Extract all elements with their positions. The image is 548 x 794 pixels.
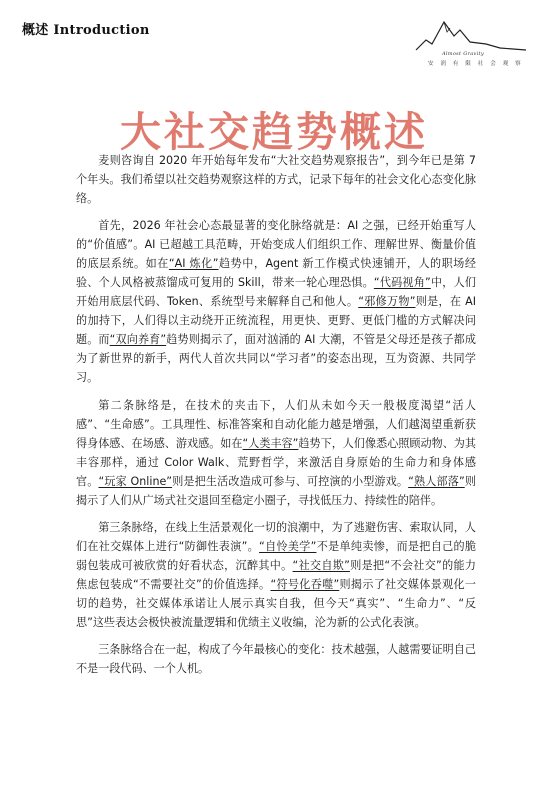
paragraph-text: 第二条脉络是，在技术的夹击下，人们从未如今天一般极度渴望“活人感”、“生命感”。工具理性、标准答案和自动化能力越是增强，人们越渴望重新获得身体感、在场感、游戏感。如在 xyxy=(76,399,476,450)
trend-keyword: “邪修万物” xyxy=(358,295,416,308)
trend-keyword: “熟人部落” xyxy=(408,475,465,488)
body-paragraph xyxy=(76,216,476,387)
body-paragraph xyxy=(76,518,476,632)
logo-chinese-text: 安 润 有 限 社 会 观 察 xyxy=(428,61,524,67)
paragraph-text: 则揭示了社交媒体景观化一切的趋势，社交媒体承诺让人展示真实自我，但今天“真实”、“生命力”、“反思”这些表达会极快被流量逻辑和优绩主义收编，沦为新的公式化表演。 xyxy=(76,578,476,629)
body-paragraph xyxy=(76,151,476,208)
mountain-logo-icon xyxy=(414,14,530,54)
paragraph-text: 中，人们开始用底层代码、Token、系统型号来解释自己和他人。 xyxy=(76,276,476,308)
paragraph-text: 则揭示了人们从广场式社交退回至稳定小圈子，寻找低压力、持续性的陪伴。 xyxy=(76,475,476,507)
paragraph-text: 首先，2026 年社会心态最显著的变化脉络就是：AI 之强，已经开始重写人的“价值感”。AI 已超越工具范畴，开始变成人们组织工作、理解世界、衡量价值的底层系统。如在 xyxy=(76,219,476,270)
section-label: 概述 Introduction xyxy=(22,23,150,38)
body-paragraph xyxy=(76,396,476,510)
paragraph-text: 则是把“不会社交”的能力焦虑包装成“不需要社交”的价值选择。 xyxy=(76,559,476,591)
paragraph-text: 趋势下，人们像悉心照顾动物、为其丰容那样，通过 Color Walk、荒野哲学，来激活自身原始的生命力和身体感官。 xyxy=(76,437,476,488)
trend-keyword: “AI 炼化” xyxy=(168,257,219,270)
paragraph-text: 趋势中，Agent 新工作模式快速铺开，人的职场经验、个人风格被蒸馏成可复用的 Skill，带来一轮心理恐惧。 xyxy=(76,257,476,289)
paragraph-text: 第三条脉络，在线上生活景观化一切的浪潮中，为了逃避伤害、索取认同，人们在社交媒体上进行“防御性表演”。 xyxy=(76,521,476,553)
trend-keyword: “社交自欺” xyxy=(292,559,350,572)
page-title: 大社交趋势概述 xyxy=(120,108,428,157)
paragraph-text: 趋势则揭示了，面对汹涌的 AI 大潮，不管是父母还是孩子都成为了新世界的新手，两代人首次共同以“学习者”的姿态出现，互为资源、共同学习。 xyxy=(76,333,476,384)
paragraph-text: 则是把生活改造成可参与、可控演的小型游戏。 xyxy=(172,475,409,488)
paragraph-text: 则是，在 AI 的加持下，人们得以主动绕开正统流程，用更快、更野、更低门槛的方式解决问题。而 xyxy=(76,295,476,346)
trend-keyword: “自怜美学” xyxy=(259,540,317,553)
trend-keyword: “代码视角” xyxy=(373,276,431,289)
logo-english-text: Almost Gravity xyxy=(442,51,484,57)
paragraph-text: 不是单纯卖惨，而是把自己的脆弱包装成可被欣赏的好看状态，沉醉其中。 xyxy=(76,540,476,572)
paragraph-text: 三条脉络合在一起，构成了今年最核心的变化：技术越强，人越需要证明自己不是一段代码、一个人机。 xyxy=(76,643,476,675)
body-paragraph xyxy=(76,640,476,678)
trend-keyword: “人类丰容” xyxy=(242,437,299,450)
trend-keyword: “玩家 Online” xyxy=(98,475,173,488)
paragraph-text: 麦则咨询自 2020 年开始每年发布“大社交趋势观察报告”，到今年已是第 7 个年头。我们希望以社交趋势观察这样的方式，记录下每年的社会文化心态变化脉络。 xyxy=(76,154,476,205)
brand-logo xyxy=(414,14,530,72)
trend-keyword: “符号化吞噬” xyxy=(270,578,340,591)
trend-keyword: “双向养育” xyxy=(109,333,167,346)
article-body xyxy=(76,151,476,686)
